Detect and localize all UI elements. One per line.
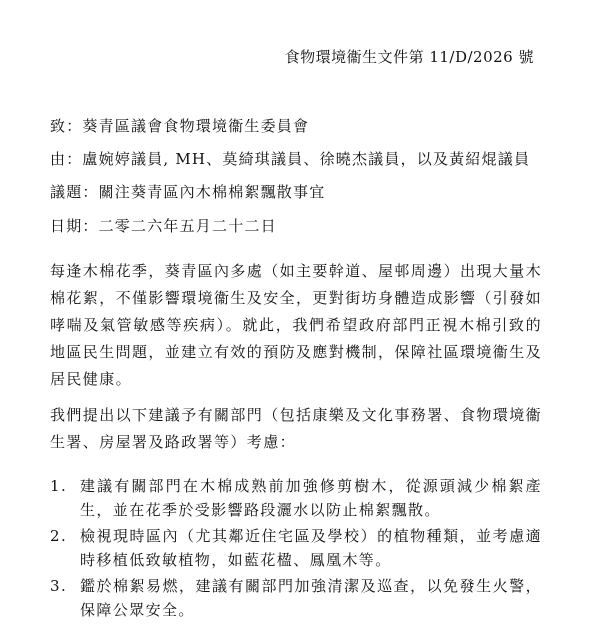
suggestion-list — [50, 474, 542, 622]
date-line: 日期：二零二六年五月二十二日 — [50, 217, 277, 235]
body-paragraph-background: 每逢木棉花季，葵青區內多處（如主要幹道、屋邨周邊）出現大量木棉花絮，不僅影響環境衞生及安全，更對街坊身體造成影響（引發如哮喘及氣管敏感等疾病）。就此，我們希望政府部門正視木棉引致的地區民生問題，並建立有效的預防及應對機制，保障社區環境衞生及居民健康。 — [50, 262, 543, 388]
body-paragraph-proposal-intro: 我們提出以下建議予有關部門（包括康樂及文化事務署、食物環境衞生署、房屋署及路政署等）考慮： — [50, 406, 543, 451]
suggestion-item-2 — [50, 524, 542, 572]
suggestion-number: 1. — [50, 477, 68, 495]
suggestion-text: 建議有關部門在木棉成熟前加強修剪樹木，從源頭減少棉絮產生，並在花季於受影響路段灑水以防止棉絮飄散。 — [80, 477, 542, 519]
sender-line: 由：盧婉婷議員, MH、莫綺琪議員、徐曉杰議員，以及黃紹焜議員 — [50, 150, 531, 168]
suggestion-number: 3. — [50, 577, 68, 595]
document-reference-number: 食物環境衞生文件第 11/D/2026 號 — [284, 48, 534, 66]
suggestion-text: 檢視現時區內（尤其鄰近住宅區及學校）的植物種類，並考慮適時移植低致敏植物，如藍花楹、鳳凰木等。 — [80, 527, 542, 569]
suggestion-text: 鑑於棉絮易燃，建議有關部門加強清潔及巡查，以免發生火警，保障公眾安全。 — [80, 577, 542, 619]
recipient-line: 致：葵青區議會食物環境衞生委員會 — [50, 117, 310, 135]
suggestion-item-1 — [50, 474, 542, 522]
subject-line: 議題：關注葵青區內木棉棉絮飄散事宜 — [50, 183, 326, 201]
suggestion-number: 2. — [50, 527, 68, 545]
suggestion-item-3 — [50, 574, 542, 622]
